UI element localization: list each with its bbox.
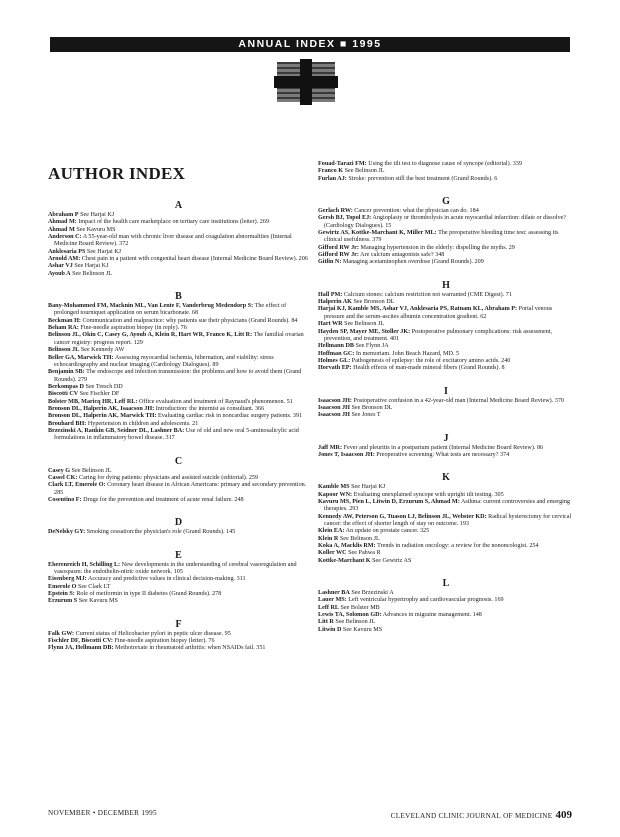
entry-author: Clark LT, Emerole O: xyxy=(48,482,106,489)
index-entry xyxy=(318,528,574,535)
entry-text: See Gewirtz AS xyxy=(370,557,412,564)
section-letter: K xyxy=(442,472,450,484)
entry-text: See Bolster MB xyxy=(338,604,380,611)
entry-text: Asthma: current controversies and emerging therapies. 293 xyxy=(324,498,570,513)
entry-text: Evaluating cardiac risk in noncardiac surgery patients. 391 xyxy=(156,413,303,420)
entry-author: Fouad-Tarazi FM: xyxy=(318,161,367,167)
entry-text: See Harjai KJ xyxy=(349,484,386,491)
entry-author: Flynn JA, Hellmann DB: xyxy=(48,645,114,652)
entry-author: Kavuru MS, Pien L, Litwin D, Erzurum S, Ahmad M: xyxy=(318,498,460,505)
section-letter: C xyxy=(174,455,183,467)
entry-text: Pathogenesis of epilepsy: the role of excitatory amino acids. 240 xyxy=(350,357,511,364)
entry-author: Erzurum S xyxy=(48,598,78,605)
annual-index-banner: ANNUAL INDEX ■ 1995 xyxy=(50,37,570,52)
entry-author: Kennedy AW, Peterson G, Tuason LJ, Belinson JL, Webster KD: xyxy=(318,513,487,520)
index-entry xyxy=(318,627,574,634)
entry-text: In memoriam. John Beach Hazard, MD. 5 xyxy=(354,350,460,357)
page-number: 409 xyxy=(555,809,572,821)
entry-author: Koka A, Macklis RM: xyxy=(318,543,376,550)
index-entry xyxy=(48,249,309,256)
entry-author: Hoffman GC: xyxy=(318,350,355,357)
entry-author: Bronson DL, Halperin AK, Isaacson JH: xyxy=(48,405,155,412)
index-entry xyxy=(318,398,574,405)
entry-text: A 55-year-old man with chronic liver disease and coagulation abnormalities (Internal Medicine Board Review). 372 xyxy=(54,234,292,248)
entry-author: Gifford RW Jr: xyxy=(318,244,359,251)
entry-author: Halperin AK xyxy=(318,299,352,306)
entry-text: Left ventricular hypertrophy and cardiovascular prognosis. 169 xyxy=(346,597,504,604)
entry-text: See Fischler DF xyxy=(78,391,120,398)
entry-text: See Bronson DL xyxy=(351,299,395,306)
section-letter: B xyxy=(175,291,182,303)
index-entry xyxy=(48,303,309,318)
entry-text: Drugs for the prevention and treatment of acute renal failure. 248 xyxy=(81,497,244,503)
entry-text: Are calcium antagonists safe? 348 xyxy=(358,252,445,259)
entry-author: Hart WR xyxy=(318,321,343,328)
entry-author: Anderson C: xyxy=(48,234,82,241)
entry-text: The preoperative bleeding time test: assessing its clinical usefulness. 379 xyxy=(324,230,559,244)
entry-text: Evaluating unexplained syncope with upright tilt testing. 305 xyxy=(352,491,504,498)
entry-text: Impact of the health care marketplace on tertiary care institutions (letter). 269 xyxy=(76,219,269,226)
entry-author: Gitlin N: xyxy=(318,259,342,266)
entry-text: Hypertension in children and adolescents. 21 xyxy=(86,420,199,427)
entry-author: Fischler DF, Biscotti CV: xyxy=(48,638,113,645)
index-entry xyxy=(318,499,574,514)
entry-author: Gersh BJ, Topol EJ: xyxy=(318,215,372,222)
entry-author: Casey G xyxy=(48,467,71,474)
entry-author: Bany-Mohammed FM, Macknin ML, Van Lente F, Vanderbrug Medendorp S: xyxy=(48,303,254,310)
index-entry xyxy=(48,428,309,443)
entry-author: Bolster MB, Maricq HR, Leff RL: xyxy=(48,398,138,405)
left-column xyxy=(48,187,309,653)
index-entry xyxy=(318,492,574,499)
index-entry xyxy=(318,215,574,230)
entry-author: Emerole O xyxy=(48,583,77,590)
entry-author: Gewirtz AS, Kottke-Marchant K, Miller ML: xyxy=(318,230,437,237)
index-entry xyxy=(318,445,574,452)
section-letter: G xyxy=(442,196,450,208)
entry-text: The endoscope and infection transmission: the problems and how to avoid them (Grand Rounds). 279 xyxy=(54,369,302,383)
section-letter: J xyxy=(443,432,449,444)
entry-author: DeNelsky GY: xyxy=(48,529,86,536)
index-entry xyxy=(318,259,574,266)
entry-author: Gerlach RW: xyxy=(318,208,353,215)
journal-footer xyxy=(391,809,572,821)
entry-author: Lashner BA xyxy=(318,590,350,597)
entry-author: Franco K xyxy=(318,168,344,175)
entry-text: Calcium stones: calcium restriction not warranted (CME Digest). 71 xyxy=(342,291,512,298)
index-entry xyxy=(48,271,309,278)
right-column xyxy=(318,161,574,634)
entry-text: See Kavuru MS xyxy=(77,598,118,605)
index-entry xyxy=(318,597,574,604)
entry-text: Caring for dying patients: physicians and assisted suicide (editorial). 259 xyxy=(77,474,259,481)
index-entry xyxy=(318,245,574,252)
entry-author: Hall PM: xyxy=(318,291,343,298)
section-letter: E xyxy=(175,549,182,561)
index-entry xyxy=(48,421,309,428)
entry-author: Lewis TA, Solomon GD: xyxy=(318,612,382,619)
entry-author: Harjai KJ, Kamble MS, Ashar VJ, Anklesaria PS, Ratnam KL, Abraham P: xyxy=(318,306,518,313)
entry-author: Kamble MS xyxy=(318,484,350,491)
entry-text: See Belinson JL xyxy=(342,321,385,328)
entry-author: Bronson DL, Halperin AK, Marwick TH: xyxy=(48,413,157,420)
entry-author: Ahmad M xyxy=(48,226,75,233)
journal-logo xyxy=(274,59,338,105)
entry-text: Angioplasty or thrombolysis in acute myocardial infarction: dilate or dissolve? (Cardiology Dialogues). 15 xyxy=(324,215,566,229)
index-entry xyxy=(48,234,309,249)
entry-author: Gifford RW Jr: xyxy=(318,252,359,259)
entry-text: Fine-needle aspiration biopsy (in reply). 76 xyxy=(78,325,187,332)
index-entry xyxy=(48,598,309,605)
entry-author: Kottke-Marchant K xyxy=(318,557,371,564)
entry-text: See Brzezinski A xyxy=(349,590,394,597)
entry-author: Lauer MS: xyxy=(318,597,347,604)
entry-text: Postoperative confusion in a 42-year-old man (Internal Medicine Board Review). 370 xyxy=(351,397,564,404)
entry-author: Beham RA: xyxy=(48,325,79,332)
index-entry xyxy=(318,176,574,183)
index-entry xyxy=(318,514,574,529)
entry-author: Klein EA: xyxy=(318,528,345,535)
entry-text: See Belinson JL xyxy=(70,270,113,277)
entry-text: See Kavuru MS xyxy=(341,626,383,633)
entry-author: Hayden SP, Mayer ME, Stoller JK: xyxy=(318,328,411,335)
index-entry xyxy=(318,619,574,626)
index-entry xyxy=(48,468,309,475)
entry-author: Jaff MR: xyxy=(318,444,343,451)
index-entry xyxy=(318,230,574,245)
index-entry xyxy=(48,631,309,638)
section-letter: F xyxy=(175,618,182,630)
entry-text: See Kennedy AW xyxy=(79,347,125,354)
entry-text: See Belinson JL xyxy=(70,467,112,474)
entry-text: Introduction: the internist as consultant. 366 xyxy=(154,405,265,412)
entry-text: See Belinson JL xyxy=(333,619,376,626)
index-entry xyxy=(48,384,309,391)
entry-author: Anklesaria PS xyxy=(48,248,86,255)
entry-author: Belinson JL, Okin C, Casey G, Ayoub A, Klein R, Hart WR, Franco K, Litt R: xyxy=(48,332,253,339)
entry-author: Ayoub A xyxy=(48,270,71,277)
entry-author: Litt R xyxy=(318,619,334,626)
section-letter: L xyxy=(442,578,450,590)
entry-author: Klein R xyxy=(318,535,339,542)
entry-text: See Bronson DL xyxy=(349,404,393,411)
entry-author: Cassel CK: xyxy=(48,474,78,481)
section-letter: D xyxy=(174,517,183,529)
index-entry xyxy=(318,299,574,306)
entry-text: Cancer prevention: what the physician can do. 184 xyxy=(352,208,479,215)
entry-text: Fever and pleuritis in a postpartum patient (Internal Medicine Board Review). 86 xyxy=(342,444,544,451)
index-entry xyxy=(48,413,309,420)
section-letter: A xyxy=(174,200,183,211)
entry-text: The familial ovarian cancer registry: progress report. 129 xyxy=(54,332,304,346)
entry-text: See Flynn JA xyxy=(354,343,389,350)
index-entry xyxy=(48,227,309,234)
entry-text: See Clark LT xyxy=(76,583,111,590)
entry-text: Communication and malpractice: why patients sue their physicians (Grand Rounds). 84 xyxy=(80,317,298,324)
entry-author: Eisenberg MJ: xyxy=(48,576,87,583)
entry-text: See Tresch DD xyxy=(84,383,123,390)
index-entry xyxy=(318,343,574,350)
entry-text: Portal venous pressure and the serum-ascites albumin concentration gradient. 62 xyxy=(324,306,553,320)
index-entry xyxy=(48,332,309,347)
entry-text: Assessing myocardial ischemia, hibernation, and viability: stress echocardiography and nuclear imaging (Cardiology Dialogues). 89 xyxy=(54,354,274,368)
entry-author: Brzezinski A, Rankin GB, Seidner DL, Lashner BA: xyxy=(48,427,185,434)
entry-author: Epstein S: xyxy=(48,591,75,598)
index-entry xyxy=(318,550,574,557)
entry-text: Use of old and new oral 5-aminosalicylic acid formulations in inflammatory bowel disease. 317 xyxy=(54,427,299,442)
index-entry xyxy=(318,484,574,491)
index-entry xyxy=(48,497,309,504)
entry-text: Coronary heart disease in African Americans: primary and secondary prevention. 285 xyxy=(54,482,307,496)
index-entry xyxy=(48,256,309,263)
index-entry xyxy=(48,406,309,413)
entry-text: Preoperative screening: What tests are necessary? 374 xyxy=(374,451,510,458)
entry-text: Smoking cessation:the physician's role (Grand Rounds). 145 xyxy=(85,529,236,536)
entry-author: Hellmann DB xyxy=(318,343,354,350)
index-entry xyxy=(318,536,574,543)
entry-author: Falk GW: xyxy=(48,630,75,637)
entry-author: Biscotti CV xyxy=(48,391,79,398)
entry-text: See Kavuru MS xyxy=(74,226,116,233)
index-entry xyxy=(318,365,574,372)
index-entry xyxy=(318,412,574,419)
entry-text: Managing hypertension in the elderly: dispelling the myths. 29 xyxy=(358,244,515,251)
entry-text: See Belinson JL xyxy=(338,535,380,542)
index-entry xyxy=(318,161,574,168)
entry-text: See Pahwa R xyxy=(346,550,381,557)
entry-author: Belinson JL xyxy=(48,347,80,354)
index-entry xyxy=(48,369,309,384)
entry-text: Office evaluation and treatment of Raynaud's phenomenon. 51 xyxy=(137,398,293,405)
index-entry xyxy=(48,482,309,497)
entry-author: Berkompas D xyxy=(48,383,84,390)
entry-author: Beckman H: xyxy=(48,317,81,324)
section-letter: I xyxy=(444,385,448,397)
index-entry xyxy=(48,263,309,270)
index-entry xyxy=(318,405,574,412)
entry-author: Leff RL xyxy=(318,604,339,611)
entry-text: See Harjai KJ xyxy=(85,248,122,255)
entry-author: Isaacson JH: xyxy=(318,397,352,404)
index-entry xyxy=(318,321,574,328)
index-entry xyxy=(48,355,309,370)
entry-author: Isaacson JH xyxy=(318,412,350,419)
entry-author: Holmes GL: xyxy=(318,357,351,364)
entry-text: The effect of prolonged tourniquet application on serum bicarbonate. 68 xyxy=(54,303,287,317)
index-entry xyxy=(318,292,574,299)
entry-author: Brouhard BH: xyxy=(48,420,87,427)
index-entry xyxy=(48,562,309,577)
index-entry xyxy=(48,219,309,226)
index-entry xyxy=(48,591,309,598)
entry-author: Abraham P xyxy=(48,212,79,218)
entry-text: Chest pain in a patient with congenital heart disease (Internal Medicine Board Review). 206 xyxy=(80,256,308,263)
index-entry xyxy=(318,605,574,612)
entry-text: Managing acetaminophen overdose (Grand Rounds). 209 xyxy=(341,259,484,266)
index-entry xyxy=(318,543,574,550)
section-letter: H xyxy=(442,279,450,291)
issue-date: NOVEMBER • DECEMBER 1995 xyxy=(48,809,157,817)
index-entry xyxy=(48,576,309,583)
page-title: AUTHOR INDEX xyxy=(48,164,186,183)
entry-text: See Belinson JL xyxy=(343,168,385,175)
entry-author: Beller GA, Marwick TH: xyxy=(48,354,114,361)
entry-text: See Harjai KJ xyxy=(78,212,115,218)
index-entry xyxy=(318,612,574,619)
index-entry xyxy=(48,584,309,591)
index-entry xyxy=(318,452,574,459)
entry-author: Litwin D xyxy=(318,626,342,633)
entry-text: Stroke: prevention still the best treatment (Grand Rounds). 6 xyxy=(346,175,498,182)
entry-author: Ashar VJ xyxy=(48,263,73,270)
index-entry xyxy=(318,351,574,358)
entry-author: Furlan AJ: xyxy=(318,175,347,182)
entry-text: See Harjai KJ xyxy=(72,263,109,270)
entry-text: Advances in migraine management. 148 xyxy=(381,612,482,619)
index-entry xyxy=(318,306,574,321)
index-entry xyxy=(318,168,574,175)
entry-text: Current status of Helicobacter pylori in peptic ulcer disease. 95 xyxy=(74,630,231,637)
entry-author: Kapoor WN: xyxy=(318,491,353,498)
index-entry xyxy=(318,329,574,344)
entry-text: Radical hysterectomy for cervical cancer: the effect of shorter length of stay on outcome. 193 xyxy=(324,513,572,527)
index-entry xyxy=(48,399,309,406)
entry-author: Arnold AM: xyxy=(48,256,81,263)
entry-author: Horvath EP: xyxy=(318,365,352,372)
index-entry xyxy=(48,645,309,652)
index-entry xyxy=(48,529,309,536)
entry-text: Postoperative pulmonary complications: risk assessment, prevention, and treatment. 401 xyxy=(324,328,553,342)
entry-author: Isaacson JH xyxy=(318,404,350,411)
entry-author: Cosentino F: xyxy=(48,497,82,503)
entry-text: See Jones T xyxy=(349,412,381,419)
entry-text: Trends in radiation oncology: a review for the nononcologist. 254 xyxy=(375,543,539,550)
index-entry xyxy=(48,391,309,398)
entry-author: Koller WC xyxy=(318,550,347,557)
entry-text: New developments in the understanding of cerebral vasoregulation and vasospasm: the endothelin-nitric oxide network. 105 xyxy=(54,561,297,576)
entry-author: Jones T, Isaacson JH: xyxy=(318,451,375,458)
entry-author: Ahmad M: xyxy=(48,219,77,226)
entry-text: Fine-needle aspiration biopsy (letter). 76 xyxy=(112,638,215,645)
entry-text: Accuracy and predictive values in clinical decision-making. 311 xyxy=(86,576,246,583)
journal-name: CLEVELAND CLINIC JOURNAL OF MEDICINE xyxy=(390,812,553,820)
entry-text: Role of metformin in type II diabetes (Grand Rounds). 278 xyxy=(74,591,222,598)
index-entry xyxy=(48,347,309,354)
entry-text: Health effects of man-made mineral fibers (Grand Rounds). 8 xyxy=(351,365,505,372)
entry-text: Methotrexate in rheumatoid arthritis: when NSAIDs fail. 351 xyxy=(113,645,266,652)
entry-text: An update on prostate cancer. 325 xyxy=(344,528,430,535)
entry-author: Eherenreich H, Schilling L: xyxy=(48,561,121,568)
entry-text: Using the tilt test to diagnose cause of syncope (editorial). 339 xyxy=(366,161,522,167)
entry-author: Benjamin SB: xyxy=(48,369,85,376)
index-entry xyxy=(318,558,574,565)
